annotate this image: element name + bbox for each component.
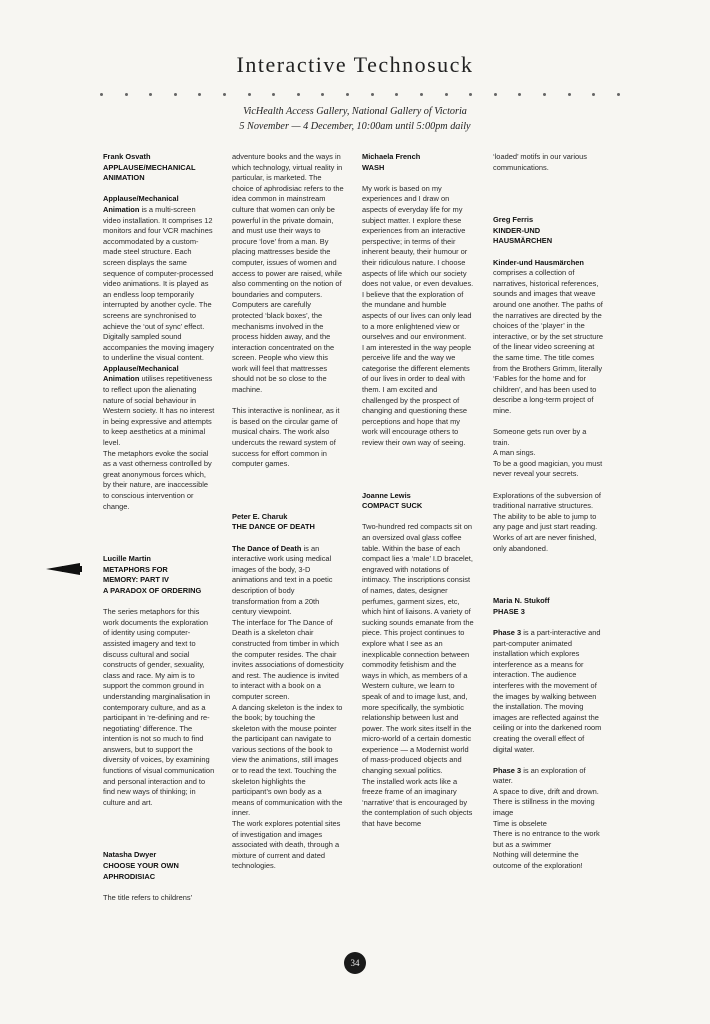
entry-natasha-dwyer <box>103 850 215 903</box>
paragraph: A dancing skeleton is the index to the book; by touching the skeleton with the mouse pointer the participant can navigate to various sections of the book to view the animations, still images or to read the text. Touching the skeleton highlights the participant’s own body as a means of communication with the inner. <box>232 702 343 818</box>
paragraph: Two-hundred red compacts sit on an oversized oval glass coffee table. Within the base of each compact lies a ‘male’ I.D bracelet, engraved with notations of intimacy. The inscriptions consist of names, dates, designer perfumes, garment sizes, etc, which hint of liaisons. A variety of sucking sounds emanate from the piece. This project continues to explore what I see as an inexplicable connection between commodity fetishism and the ways in which, as members of a Western culture, we learn to speak of and to image lust, and, more specifically, the symbiotic relationship between lust and power. The work sites itself in the micro-world of a certain domestic experience — a Modernist world of mass-produced objects and changing sexual politics. <box>362 522 474 776</box>
entry-title: METAPHORS FOR <box>103 564 168 574</box>
dotted-rule <box>100 88 620 100</box>
paragraph: The installed work acts like a freeze frame of an imaginary ‘narrative’ that is encouraged by the contemplation of such objects that have become <box>362 776 473 829</box>
venue-line: VicHealth Access Gallery, National Gallery of Victoria <box>243 106 467 117</box>
paragraph: Someone gets run over by a train. A man sings. To be a good magician, you must never reveal your secrets. <box>493 427 603 479</box>
entry-title: MEMORY: PART IV <box>103 575 169 585</box>
entry-author: Natasha Dwyer <box>103 850 157 860</box>
entry-title: APHRODISIAC <box>103 871 156 881</box>
column-3 <box>362 152 474 830</box>
entry-author: Maria N. Stukoff <box>493 596 550 606</box>
entry-title: WASH <box>362 162 385 172</box>
entry-author: Lucille Martin <box>103 554 151 564</box>
paragraph: My work is based on my experiences and I draw on aspects of everyday life for my subject matter. I explore these experiences from an interactive perspective; in terms of their inherent beauty, their humour or their ridiculous nature. I choose aspects of life which our society does not value, or even devalues. <box>362 183 474 289</box>
paragraph: A space to dive, drift and drown. There is stillness in the moving image Time is obselete There is no entrance to the work but as a swimmer Nothing will determine the outcome of the exploration! <box>493 786 600 871</box>
paragraph: The series metaphors for this work documents the exploration of identity using computer-assisted imagery and text to discuss cultural and social constructs of gender, sexuality, class and race. My aim is to support the common ground in understanding marginalisation in contemporary culture, and as a participant in ‘re-defining and re-negotiating’ difference. The intention is not so much to find answers, but to support the diversity of voices, by examining functions of visual communication and personal interaction and to find new ways of thinking; in culture and art. <box>103 607 215 807</box>
paragraph: Phase 3 is an exploration of water. <box>493 765 586 786</box>
entry-lucille-martin <box>103 554 215 808</box>
entry-joanne-lewis <box>362 491 474 830</box>
paragraph: This interactive is nonlinear, as it is based on the circular game of musical chairs. The work also undercuts the reward system of success for effort common in computer games. <box>232 406 340 469</box>
paragraph: The Dance of Death is an interactive work using medical images of the body, 3-D animations and text in a poetic description of body transformation from a 20th century viewpoint. <box>232 543 333 617</box>
paragraph: I believe that the exploration of the mundane and humble aspects of our lives can only lead to a more enlightened view or ourselves and our environment. <box>362 289 472 342</box>
paragraph: The metaphors evoke the social as a vast otherness controlled by great anonymous forces which, by their nature, are inaccessible to conscious intervention or change. <box>103 448 212 511</box>
paragraph: Applause/Mechanical Animation is a multi-screen video installation. It comprises 12 monitors and four VCR machines accommodated by a custom-made steel structure. Each screen displays the same sequence of computer-processed video animations. It is played as an endless loop temporarily interrupted by another cycle. The screens are synchronised to achieve the ‘out of sync’ effect. Digitally sampled sound accompanies the moving imagery to underline the visual content. <box>103 194 214 363</box>
entry-title: KINDER-UND <box>493 225 541 235</box>
entry-title: THE DANCE OF DEATH <box>232 522 315 532</box>
page-number: 34 <box>344 952 366 974</box>
paragraph: ‘loaded’ motifs in our various communications. <box>493 152 587 172</box>
entry-greg-ferris <box>493 215 605 554</box>
entry-title: COMPACT SUCK <box>362 501 423 511</box>
paragraph: Explorations of the subversion of traditional narrative structures. The ability to be able to jump to any page and just start reading. Works of art are never finished, only abandoned. <box>493 490 601 553</box>
column-2 <box>232 152 344 872</box>
entry-author: Greg Ferris <box>493 215 534 225</box>
paragraph: Kinder-und Hausmärchen comprises a collection of narratives, historical references, sounds and images that weave around one another. The paths of the narratives are directed by the choices of the ‘player’ in the interactive, or by the set structure of the linear video screening at the same time. The title comes from the Brothers Grimm, literally ‘Fables for the home and for children’, and has been used to describe a long-term project of mine. <box>493 257 603 415</box>
page-title: Interactive Technosuck <box>236 52 474 77</box>
paragraph: Applause/Mechanical Animation utilises repetitiveness to reflect upon the alienating nature of social behaviour in Western society. It has no interest in being expressive and attempts to keep aesthetics at a minimal level. <box>103 363 215 448</box>
entry-maria-stukoff <box>493 596 605 871</box>
paragraph: The title refers to childrens’ <box>103 892 193 902</box>
entry-natasha-dwyer-continued <box>232 152 344 470</box>
entry-frank-osvath <box>103 152 215 512</box>
venue-info <box>0 104 710 134</box>
entry-title: HAUSMÄRCHEN <box>493 236 553 246</box>
entry-author: Frank Osvath <box>103 152 151 161</box>
paragraph: The work explores potential sites of investigation and images associated with death, through a mixture of current and dated technologies. <box>232 819 341 871</box>
paragraph: Phase 3 is a part-interactive and part-computer animated installation which explores interference as a means for interaction. The audience interferes with the movement of the images by walking between the installation. The moving images are reflected against the ceiling or into the darkened room creating the overall effect of digital water. <box>493 627 602 754</box>
paragraph: I am interested in the way people perceive life and the way we categorise the different elements of our lives in order to deal with them. I am excited and challenged by the prospect of changing and questioning these perceptions and hope that my work will encourage others to review their own way of seeing. <box>362 342 472 448</box>
entry-title: APPLAUSE/MECHANICAL <box>103 162 196 172</box>
column-1 <box>103 152 215 903</box>
pointing-hand-icon <box>62 566 82 572</box>
entry-joanne-lewis-continued <box>493 152 605 173</box>
entry-title: CHOOSE YOUR OWN <box>103 861 179 871</box>
paragraph: adventure books and the ways in which technology, virtual reality in particular, is marketed. The choice of aphrodisiac refers to the idea common in mainstream culture that women can only be powerful in the private domain, and must use their ways to procure ‘love’ from a man. By placing mattresses beside the computer, issues of women and access to power are raised, while also commenting on the notion of boundaries and computers. Computers are carefully protected ‘black boxes’, the mechanisms involved in the process hidden away, and the interaction concentrated on the screen. People who view this work will feel that mattresses should not be so close to the machine. <box>232 152 344 395</box>
column-4 <box>493 152 605 872</box>
entry-author: Michaela French <box>362 152 421 161</box>
entry-title: ANIMATION <box>103 173 145 183</box>
entry-michaela-french <box>362 152 474 449</box>
entry-title: PHASE 3 <box>493 606 525 616</box>
entry-title: A PARADOX OF ORDERING <box>103 585 202 595</box>
entry-peter-charuk <box>232 512 344 872</box>
paragraph: The interface for The Dance of Death is a skeleton chair constructed from timber in which the computer resides. The chair invites associations of domesticity and rest. The audience is invited to interact with a book on a computer screen. <box>232 617 344 701</box>
dates-line: 5 November — 4 December, 10:00am until 5:00pm daily <box>239 121 471 132</box>
entry-author: Joanne Lewis <box>362 490 411 500</box>
entry-author: Peter E. Charuk <box>232 511 288 521</box>
